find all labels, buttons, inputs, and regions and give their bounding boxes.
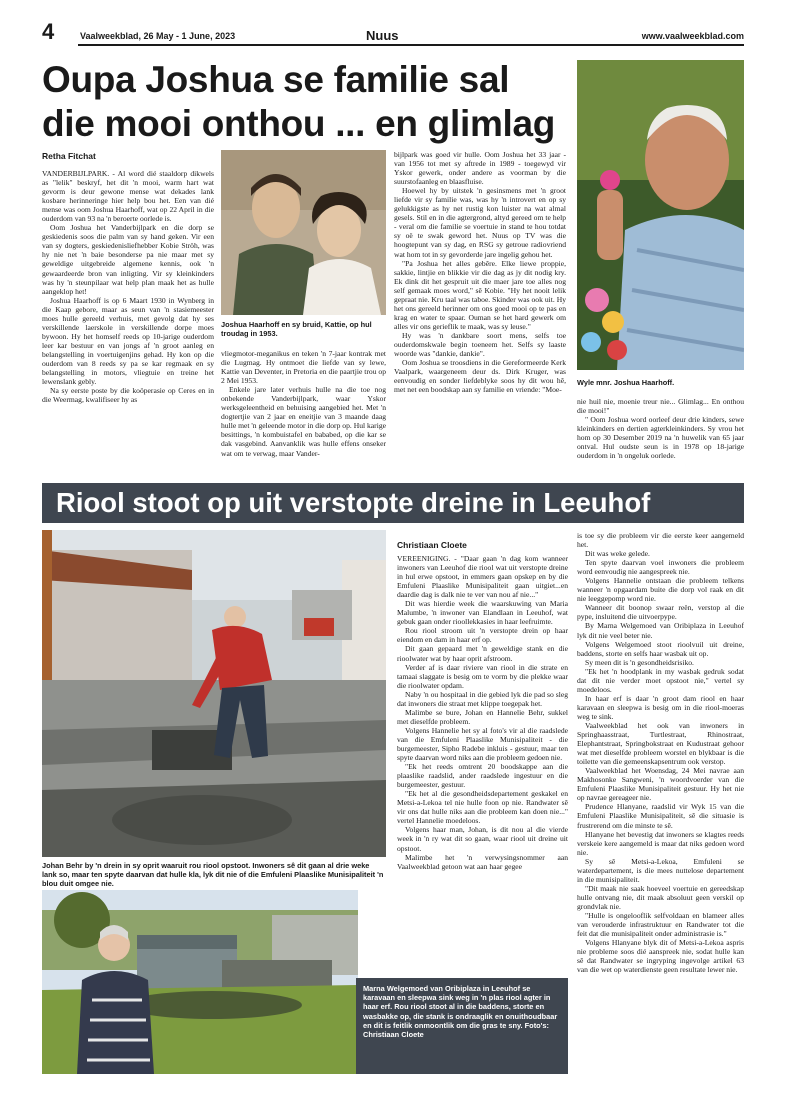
article1-column-4	[577, 397, 744, 475]
article2-colB-para-16: "Dit maak nie saak hoeveel voertuie en gereedskap hulle ontvang nie, dit maak absoluut geen verskil op grondvlak nie.	[577, 883, 744, 911]
article1-col3-para-2: Hoewel hy by uitstek 'n gesinsmens met 'n groot liefde vir sy familie was, was hy 'n introvert en op sy gelukkigste as hy net rustig kon luister na wat almal gesels. Stil en in die agtergrond, altyd gereed om te help - veral om die familie se voertuie in stand te hou totdat sy oë te swak geword het. Nuus op TV was die hoogtepunt van sy dag, en RSG sy getroue radiovriend wat hom tot in sy gevorderde jare ingelig gehou het.	[394, 186, 566, 259]
article2-headline-banner: Riool stoot op uit verstopte dreine in Leeuhof	[42, 483, 744, 523]
portrait-photo-image	[577, 60, 744, 370]
article1-col2-para-1: vliegmotor-meganikus en teken 'n 7-jaar kontrak met die Lugmag. Hy ontmoet die liefde van sy lewe, Kattie van Deventer, in Pretoria en die paartjie trou op 2 Mei 1953.	[221, 349, 386, 386]
article2-colB-para-14: Hlanyane het bevestig dat inwoners se klagtes reeds verskeie kere aangemeld is maar dat niks gedoen word nie.	[577, 829, 744, 857]
article2-colB-para-2: Dit was weke gelede.	[585, 549, 650, 559]
article2-colB-para-4: Volgens Hannelie ontstaan die probleem telkens wanneer 'n opgaardam buite die dorp vol raak en dit nie leeggepomp word nie.	[577, 576, 744, 604]
article2-colB-para-15: Sy sê Metsi-a-Lekoa, Emfuleni se waterdepartement, is die mees nuttelose departement in die munisipaliteit.	[577, 856, 744, 884]
article2-colB-para-7: Volgens Welgemoed stoot rioolvuil uit dreine, baddens, storte en selfs haar wasbak uit op.	[577, 639, 744, 658]
article2-column-2	[577, 531, 744, 1076]
article2-colA-para-9: "Ek het reeds omtrent 20 boodskappe aan die plaaslike raadslid, ander raadslede ingestuur en die burgemeester, gestuur.	[397, 762, 568, 790]
article2-colB-para-8: Sy meen dit is 'n gesondheidsrisiko.	[585, 657, 694, 667]
article2-colA-para-10: "Ek het al die gesondheidsdepartement geskakel en Metsi-a-Lekoa tel nie hulle foon op nie. Randwater sê vir ons dat hulle niks aan die probleem kan doen nie..." vertel Hannelie moedeloos.	[397, 789, 568, 826]
article2-colA-para-2: Dit was hierdie week die waarskuwing van Maria Malumbe, 'n inwoner van Elandlaan in Leeuhof, wat gebuk gaan onder rioollekkasies in haar leefruimte.	[397, 599, 568, 627]
article2-colB-para-12: Vaalweekblad het Woensdag, 24 Mei navrae aan Makhosonke Sangweni, 'n woordvoerder van die Emfuleni Plaaslike Munisipaliteit gestuur. Hy het nie op navrae gereageer nie.	[577, 766, 744, 803]
article1-byline: Retha Fitchat	[42, 151, 96, 161]
article2-column-1	[397, 554, 568, 974]
article2-colA-para-6: Naby 'n ou hospitaal in die gebied lyk die pad so sleg dat inwoners die straat met klippe toegepak het.	[397, 689, 568, 708]
header-rule	[78, 44, 744, 46]
article2-colA-para-5: Verder af is daar riviere van riool in die strate en tamaai slaggate is besig om te vorm by die plekke waar die rioolwater opdam.	[397, 662, 568, 690]
caravan-photo-caption: Marna Welgemoed van Oribiplaza in Leeuhof se karavaan en sleepwa sink weg in 'n plas riool agter in haar erf. Rou riool stoot al in die baddens, storte en wasbakke op, die stank is ondraaglik en onuithoudbaar en dit is feitlik onmoontlik om die gras te sny. Foto's: Christiaan Cloete	[363, 984, 558, 1040]
article2-colA-para-7: Malimbe se bure, Johan en Hannelie Behr, sukkel met dieselfde probleem.	[397, 707, 568, 726]
article1-col1-para-4: Na sy eerste poste by die koöperasie op Ceres en in die Weermag, kwalifiseer hy as	[42, 386, 214, 405]
article2-colA-para-3: Rou riool stroom uit 'n verstopte drein op haar eiendom en dam in haar erf op.	[397, 626, 568, 645]
article1-col4-para-1: nie huil nie, moenie treur nie... Glimlag... En onthou die mooi!"	[577, 397, 744, 416]
drain-photo	[42, 530, 386, 857]
article2-colB-para-3: Ten spyte daarvan voel inwoners die probleem word eenvoudig nie aangespreek nie.	[577, 558, 744, 577]
article2-colB-para-1: is toe sy die probleem vir die eerste keer aangemeld het.	[577, 531, 744, 550]
drain-photo-caption: Johan Behr by 'n drein in sy oprit waaruit rou riool opstoot. Inwoners sê dit gaan al drie weke lank so, maar ten spyte daarvan dat hulle kla, lyk dit nie of die Emfuleni Plaaslike Munisipaliteit 'n blou duit omgee nie.	[42, 861, 384, 888]
article2-colB-para-11: Vaalweekblad het ook van inwoners in Springhaasstraat, Turtlestraat, Rhinostraat, Elephantstraat, Springbokstraat en Kudustraat gehoor wat met dieselfde probleem worstel en blykbaar is die toilette van die gemeenskapsentrum ook verstop.	[577, 720, 744, 767]
article1-col3-para-5: Oom Joshua se troosdiens in die Gereformeerde Kerk Vaalpark, waargeneem deur ds. Dirk Kruger, was eenvoudig en sonder liefdeblyke soos hy dit wou hê, met net een boodskap aan sy familie en vriende: "Moe-	[394, 358, 566, 395]
article2-colB-para-13: Prudence Hlanyane, raadslid vir Wyk 15 van die Emfuleni Plaaslike Munisipaliteit, sê die situasie is frustrerend om die minste te sê.	[577, 802, 744, 830]
wedding-photo-caption: Joshua Haarhoff en sy bruid, Kattie, op hul troudag in 1953.	[221, 320, 372, 338]
portrait-photo	[577, 60, 744, 370]
article1-column-3	[394, 150, 566, 475]
page-number: 4	[42, 19, 55, 44]
article2-colA-para-11: Volgens haar man, Johan, is dit nou al die vierde week in 'n ry wat dit so gaan, waar riool uit dreine uit opstoot.	[397, 825, 568, 853]
article1-headline: Oupa Joshua se familie sal die mooi onthou ... en glimlag	[42, 59, 556, 144]
article2-colB-para-18: Volgens Hlanyane blyk dit of Metsi-a-Lekoa aspris nie probleme soos dié aanspreek nie, sodat hulle kan sê dat Randwater se ingryping ingevolge artikel 63 van die wet op waterdienste geen resultate lewer nie.	[577, 938, 744, 975]
portrait-photo-caption: Wyle mnr. Joshua Haarhoff.	[577, 378, 675, 387]
article1-column-1	[42, 169, 214, 475]
article2-colA-para-12: Malimbe het 'n verwysingsnommer aan Vaalweekblad getoon wat aan haar gegee	[397, 852, 568, 871]
article2-colB-para-5: Wanneer dit boonop swaar reën, verstop al die pype, insluitend die uitvoerpype.	[577, 603, 744, 622]
article1-col1-para-3: Joshua Haarhoff is op 6 Maart 1930 in Wynberg in die Kaap gebore, maar as seun van 'n stasiemeester moes hulle gereeld verhuis, met gevolg dat hy ses verskillende laerskole in verskillende dorpe moes bywoon. Hy het homself reeds op 10-jarige ouderdom leer kar bestuur en van jongs af 'n groot aanleg en belangstelling in voertuigenjins gehad. Hy kon op die ouderdom van 8 reeds sy pa se kar regmaak en sy belangstelling in motors, vliegtuie en treine het lewenslank gebly.	[42, 295, 214, 387]
publication-dateline: Vaalweekblad, 26 May - 1 June, 2023	[80, 31, 236, 41]
article2-colB-para-10: In haar erf is daar 'n groot dam riool en haar karavaan en sleepwa is besig om in die riool-moeras weg te sink.	[577, 693, 744, 721]
wedding-photo	[221, 150, 386, 315]
article2-byline: Christiaan Cloete	[397, 540, 467, 550]
caravan-photo-image	[42, 890, 358, 1074]
article1-col1-para-2: Oom Joshua het Vanderbijlpark en die dorp se geskiedenis soos die palm van sy hand geken. Vir een van sy dogters, geskiedenisliefhebber Kobie Ströh, was hy nie net 'n baie besonderse pa nie maar met sy geweldige uitgebreide algemene kennis, ook 'n gewaardeerde bron van inligting. Vir sy kleinkinders was hy 'n steunpilaar wat help plan maak het as hulle aangeklop het!	[42, 223, 214, 296]
article1-col3-para-1: bijlpark was goed vir hulle. Oom Joshua het 33 jaar - van 1956 tot met sy aftrede in 1989 - toegewyd vir Yskor gewerk, onder andere as voorman by die suurstofaanleg en blaasfluise.	[394, 150, 566, 187]
article2-colB-para-9: "Ek het 'n hoodplank in my wasbak gedruk sodat dat dit nie verder moet opstoot nie," vertel sy moedeloos.	[577, 666, 744, 694]
drain-photo-image	[42, 530, 386, 857]
article1-column-2	[221, 349, 386, 475]
article1-col2-para-2: Enkele jare later verhuis hulle na die toe nog onbekende Vanderbijlpark, waar Yskor werksgeleentheid en behuising aangebied het. Met 'n dogtertjie van 2 jaar en eneitjie van 3 maande daag hulle met 'n geleende motor in die dorp op. Hul karige besittings, 'n kombuistafel en bababed, op die kar se dak vasgebind. Aanvanklik was hulle effens onseker wat om te verwag, maar Vander-	[221, 385, 386, 458]
article2-colA-para-1: VEREENIGING. - "Daar gaan 'n dag kom wanneer inwoners van Leeuhof die riool wat uit verstopte dreine in hul erwe opstoot, in emmers gaan opskep en by die Emfuleni Plaaslike Munisipaliteit gaan uitgiet...en daardie dag is dalk nie te ver van nou af nie..."	[397, 554, 568, 600]
article1-col3-para-3: "Pa Joshua het alles gebêre. Elke liewe proppie, sakkie, lintjie en blikkie vir die dag as jy dit nodig kry. Ek dink dit het gespruit uit die maer jare toe alles nog self gemaak moes word," sê Kobie. "Hy het nooit lelik gepraat nie. Kru taal was taboe. Skinder was ook uit. Hy het ons gereeld herinner om ons goed mooi op te pas en krag en water te spaar. Ouman se het hard gewerk om alles vir ons gerieflik te maak, was sy leuse."	[394, 258, 566, 331]
article2-colB-para-6: By Marna Welgemoed van Oribiplaza in Leeuhof lyk dit nie veel beter nie.	[577, 621, 744, 640]
article1-col3-para-4: Hy was 'n dankbare soort mens, selfs toe ouderdomskwale begin toeneem het. Selfs sy laaste woorde was "dankie, dankie".	[394, 330, 566, 359]
article1-col4-para-2: " Oom Joshua word oorleef deur drie kinders, sewe kleinkinders en dertien agterkleinkinders. Sy vrou het hom op 30 Desember 2019 na 'n huwelik van 65 jaar ontval. Hul oudste seun is in 1978 op 18-jarige ouderdom in 'n ongeluk oorlede.	[577, 415, 744, 461]
article2-colB-para-17: "Hulle is ongelooflik selfvoldaan en blameer alles van verouderde infrastruktuur en Randwater tot die feit dat die munisipaliteit onder administrasie is."	[577, 910, 744, 939]
article2-colA-para-8: Volgens Hannelie het sy al foto's vir al die raadslede van die Emfuleni Plaaslike Munisipaliteit - die burgemeester, Sipho Radebe inkluis - gestuur, maar ten spyte daarvan word niks aan die probleem gedoen nie.	[397, 725, 568, 763]
article1-col1-para-1: VANDERBIJLPARK. - Al word dié staaldorp dikwels as "lelik" beskryf, het dit 'n mooi, warm hart wat gevorm is deur gewone mense wat dekades lank kosbare herinneringe hier help bou het. Een van dié mense was oom Joshua Haarhoff, wat op 22 April in die ouderdom van 93 na 'n beroerte oorlede is.	[42, 169, 214, 224]
article2-colA-para-4: Dit gaan gepaard met 'n geweldige stank en die rioolwater wat by haar oprit afstroom.	[397, 644, 568, 663]
wedding-photo-image	[221, 150, 386, 315]
caravan-photo-caption-box	[356, 978, 568, 1074]
section-label: Nuus	[366, 28, 399, 43]
website-link[interactable]: www.vaalweekblad.com	[641, 31, 744, 41]
caravan-photo	[42, 890, 358, 1074]
